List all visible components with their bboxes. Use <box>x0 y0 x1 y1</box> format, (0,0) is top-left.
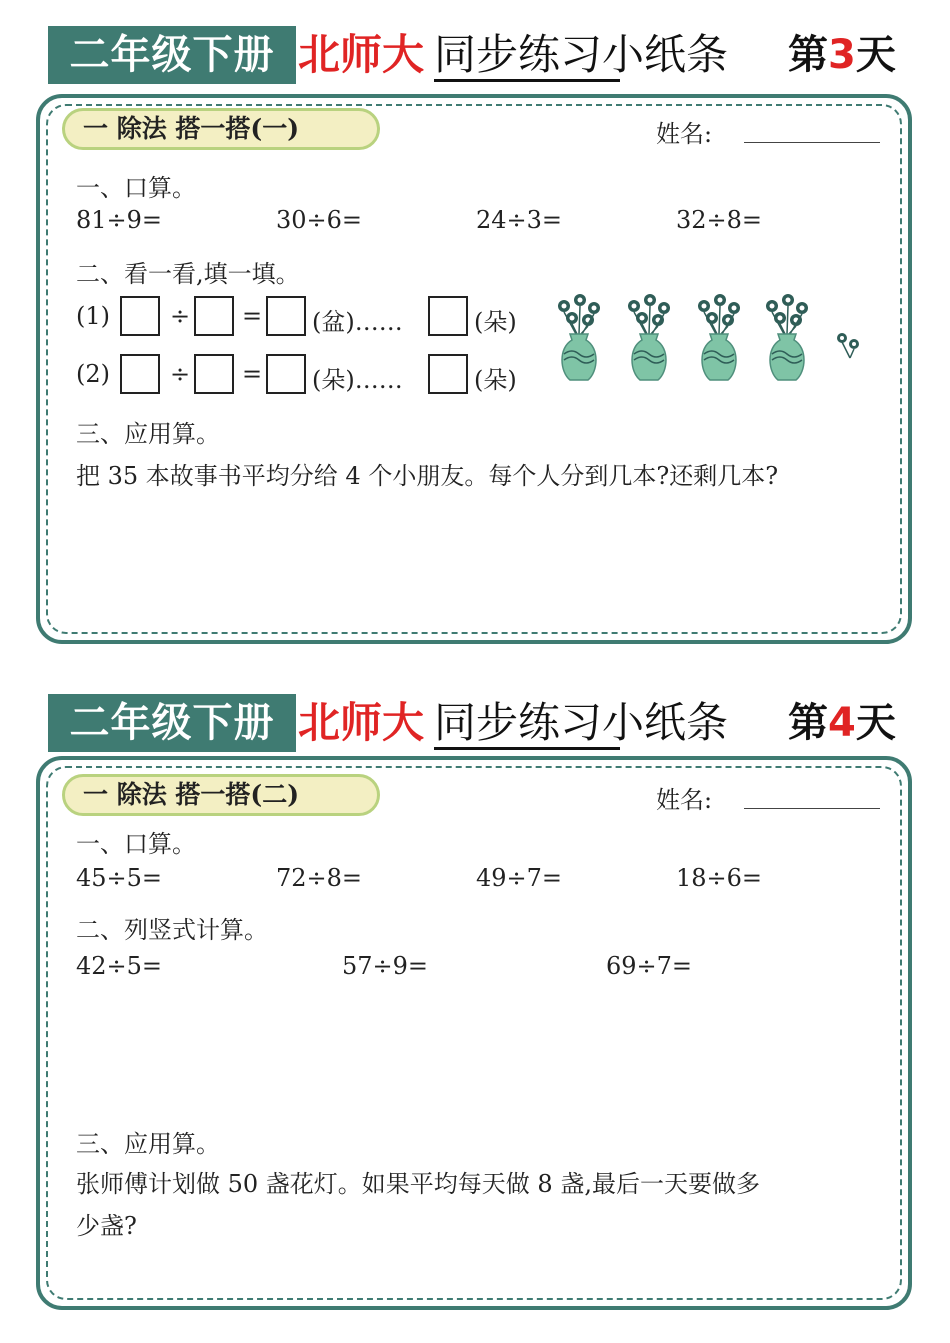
word-problem: 张师傅计划做 50 盏花灯。如果平均每天做 8 盏,最后一天要做多 <box>76 1170 760 1198</box>
section-2-title: 二、看一看,填一填。 <box>76 260 300 288</box>
vertical-problem: 69÷7= <box>606 952 693 980</box>
grade-banner: 二年级下册 <box>48 26 296 84</box>
answer-box[interactable] <box>194 354 234 394</box>
publisher-label: 北师大 <box>298 698 425 747</box>
answer-box[interactable] <box>266 354 306 394</box>
worksheet-title: 同步练习小纸条 <box>434 698 729 747</box>
divide-sign: ÷ <box>170 302 191 330</box>
worksheet-day-4 <box>0 668 950 1328</box>
day-label: 第4天 <box>788 700 896 746</box>
section-3-title: 三、应用算。 <box>76 1130 220 1158</box>
oral-problem: 45÷5= <box>76 864 163 892</box>
grade-banner: 二年级下册 <box>48 694 296 752</box>
title-underline <box>434 79 620 82</box>
word-problem: 把 35 本故事书平均分给 4 个小朋友。每个人分到几本?还剩几本? <box>76 462 779 490</box>
publisher-label: 北师大 <box>298 30 425 79</box>
row-label: (1) <box>76 302 110 330</box>
section-2-title: 二、列竖式计算。 <box>76 916 268 944</box>
unit-label: (朵)…… <box>312 366 403 394</box>
divide-sign: ÷ <box>170 360 191 388</box>
topic-pill: 一 除法 搭一搭(一) <box>62 108 380 150</box>
oral-problem: 30÷6= <box>276 206 363 234</box>
answer-box[interactable] <box>428 296 468 336</box>
oral-problem: 18÷6= <box>676 864 763 892</box>
row-label: (2) <box>76 360 110 388</box>
unit-label: (盆)…… <box>312 308 403 336</box>
unit-label: (朵) <box>474 366 517 394</box>
equals-sign: = <box>242 360 263 388</box>
vertical-problem: 42÷5= <box>76 952 163 980</box>
name-label: 姓名: <box>656 120 713 148</box>
unit-label: (朵) <box>474 308 517 336</box>
title-underline <box>434 747 620 750</box>
worksheet-day-3 <box>0 0 950 660</box>
section-1-title: 一、口算。 <box>76 830 196 858</box>
word-problem-cont: 少盏? <box>76 1212 137 1240</box>
answer-box[interactable] <box>266 296 306 336</box>
answer-box[interactable] <box>120 354 160 394</box>
name-label: 姓名: <box>656 786 713 814</box>
oral-problem: 72÷8= <box>276 864 363 892</box>
section-3-title: 三、应用算。 <box>76 420 220 448</box>
oral-problem: 24÷3= <box>476 206 563 234</box>
name-input-line[interactable] <box>744 808 880 809</box>
answer-box[interactable] <box>428 354 468 394</box>
answer-box[interactable] <box>194 296 234 336</box>
oral-problem: 32÷8= <box>676 206 763 234</box>
day-label: 第3天 <box>788 32 896 78</box>
answer-box[interactable] <box>120 296 160 336</box>
single-flower-icon <box>837 333 859 358</box>
section-1-title: 一、口算。 <box>76 174 196 202</box>
topic-pill: 一 除法 搭一搭(二) <box>62 774 380 816</box>
oral-problem: 81÷9= <box>76 206 163 234</box>
vase-with-flowers-icon <box>550 292 870 392</box>
equals-sign: = <box>242 302 263 330</box>
oral-problem: 49÷7= <box>476 864 563 892</box>
name-input-line[interactable] <box>744 142 880 143</box>
vertical-problem: 57÷9= <box>342 952 429 980</box>
worksheet-title: 同步练习小纸条 <box>434 30 729 79</box>
